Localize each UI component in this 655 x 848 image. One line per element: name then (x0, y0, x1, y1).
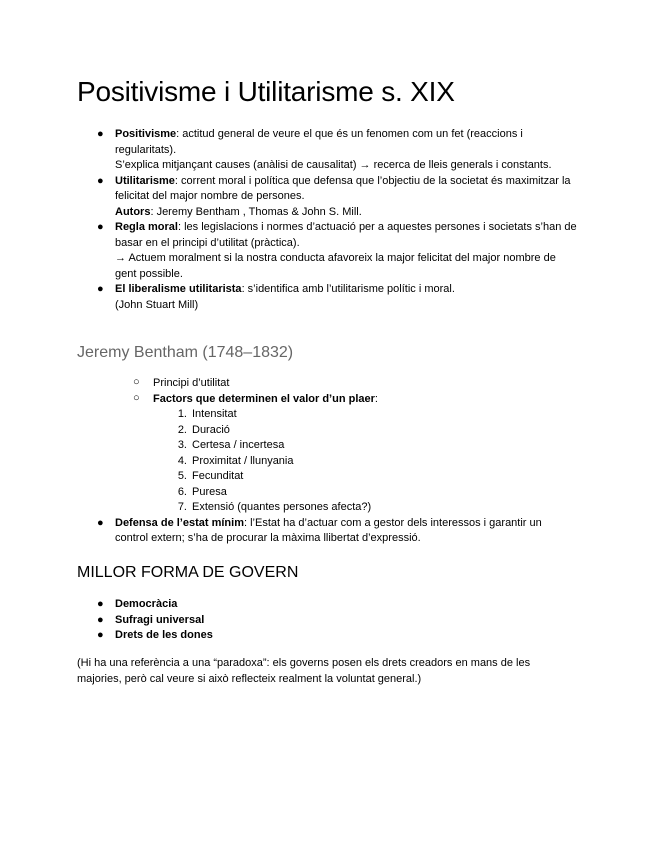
extra-regla-moral: → Actuem moralment si la nostra conducta afavoreix la major felicitat del major nombre de gent possible. (115, 252, 556, 280)
estat-minim-list (77, 516, 577, 547)
list-number: 1. (177, 408, 187, 420)
bentham-section (77, 376, 577, 547)
list-item-positivisme (77, 127, 577, 174)
bullet-icon: ● (97, 128, 104, 140)
definition-utilitarisme: : corrent moral i política que defensa que l’objectiu de la societat és maximitzar la felicitat del major nombre de persones. (115, 174, 571, 202)
factor-label: Intensitat (192, 408, 237, 420)
sublist-item-label: Principi d’utilitat (153, 377, 230, 389)
list-item-utilitarisme (77, 174, 577, 221)
bullet-icon: ● (97, 629, 104, 641)
list-item (77, 454, 577, 470)
term-liberalisme: El liberalisme utilitarista (115, 283, 242, 295)
definition-estat-minim: : l’Estat ha d’actuar com a gestor dels interessos i garantir un control extern; s’ha de procurar la màxima llibertat d’expressió. (115, 516, 542, 544)
term-utilitarisme: Utilitarisme (115, 174, 175, 187)
list-item-liberalisme (77, 282, 577, 313)
term-positivisme: Positivisme (115, 128, 177, 140)
govern-item-label: Sufragi universal (115, 613, 205, 626)
definition-regla-moral: : les legislacions i normes d’actuació per a aquestes persones i societats s’han de basar en el principi d’utilitat (pràctica). (115, 221, 577, 249)
autors-text: : Jeremy Bentham , Thomas & John S. Mill. (150, 205, 362, 218)
intro-list (77, 127, 577, 313)
bullet-icon: ● (97, 283, 104, 295)
list-item (77, 407, 577, 423)
term-autors: Autors (115, 205, 151, 218)
govern-item-label: Democràcia (115, 598, 178, 610)
circle-bullet-icon: ○ (133, 376, 140, 388)
list-item (77, 485, 577, 501)
closing-paragraph: (Hi ha una referència a una “paradoxa”: els governs posen els drets creadors en mans de les majories, però cal veure si això reflecteix realment la voluntat general.) (77, 657, 531, 685)
bullet-icon: ● (97, 174, 104, 187)
list-number: 6. (177, 485, 187, 498)
factor-label: Duració (192, 423, 230, 436)
sublist-item-factors (77, 392, 577, 408)
term-estat-minim: Defensa de l’estat mínim (115, 516, 244, 529)
extra-positivisme: S’explica mitjançant causes (anàlisi de causalitat) → recerca de lleis generals i constants. (115, 159, 552, 171)
list-number: 4. (177, 454, 187, 467)
list-item-democracia (77, 597, 577, 613)
list-item-sufragi (77, 613, 577, 629)
bullet-icon: ● (97, 221, 104, 233)
term-factors: Factors que determinen el valor d’un plaer (153, 392, 375, 405)
factor-label: Proximitat / llunyania (192, 454, 294, 467)
extra-liberalisme: (John Stuart Mill) (115, 298, 199, 311)
list-number: 2. (177, 423, 187, 436)
list-item-estat-minim (77, 516, 577, 547)
factors-list (77, 407, 577, 516)
sublist-item-principi (77, 376, 577, 392)
factor-label: Extensió (quantes persones afecta?) (192, 501, 372, 513)
list-number: 3. (177, 439, 187, 451)
factors-colon: : (374, 392, 378, 405)
bullet-icon: ● (97, 516, 104, 529)
bentham-sublist (77, 376, 577, 407)
list-item (77, 423, 577, 439)
govern-list (77, 597, 577, 644)
list-item (77, 438, 577, 454)
bullet-icon: ● (97, 598, 104, 610)
document-title: Positivisme i Utilitarisme s. XIX (77, 76, 455, 107)
bentham-heading: Jeremy Bentham (1748–1832) (77, 344, 294, 361)
list-number: 7. (177, 501, 187, 513)
list-item (77, 500, 577, 516)
term-regla-moral: Regla moral (115, 221, 178, 233)
govern-item-label: Drets de les dones (115, 629, 213, 641)
list-number: 5. (177, 470, 187, 482)
definition-liberalisme: : s’identifica amb l’utilitarisme polític i moral. (241, 283, 455, 295)
bullet-icon: ● (97, 613, 104, 626)
govern-heading: MILLOR FORMA DE GOVERN (77, 564, 299, 581)
factor-label: Puresa (192, 485, 227, 498)
circle-bullet-icon: ○ (133, 391, 140, 404)
factor-label: Certesa / incertesa (192, 439, 285, 451)
definition-positivisme: : actitud general de veure el que és un fenomen com un fet (reaccions i regularitats). (115, 128, 523, 156)
list-item (77, 469, 577, 485)
list-item-drets-dones (77, 628, 577, 644)
factor-label: Fecunditat (192, 470, 244, 482)
list-item-regla-moral (77, 220, 577, 282)
